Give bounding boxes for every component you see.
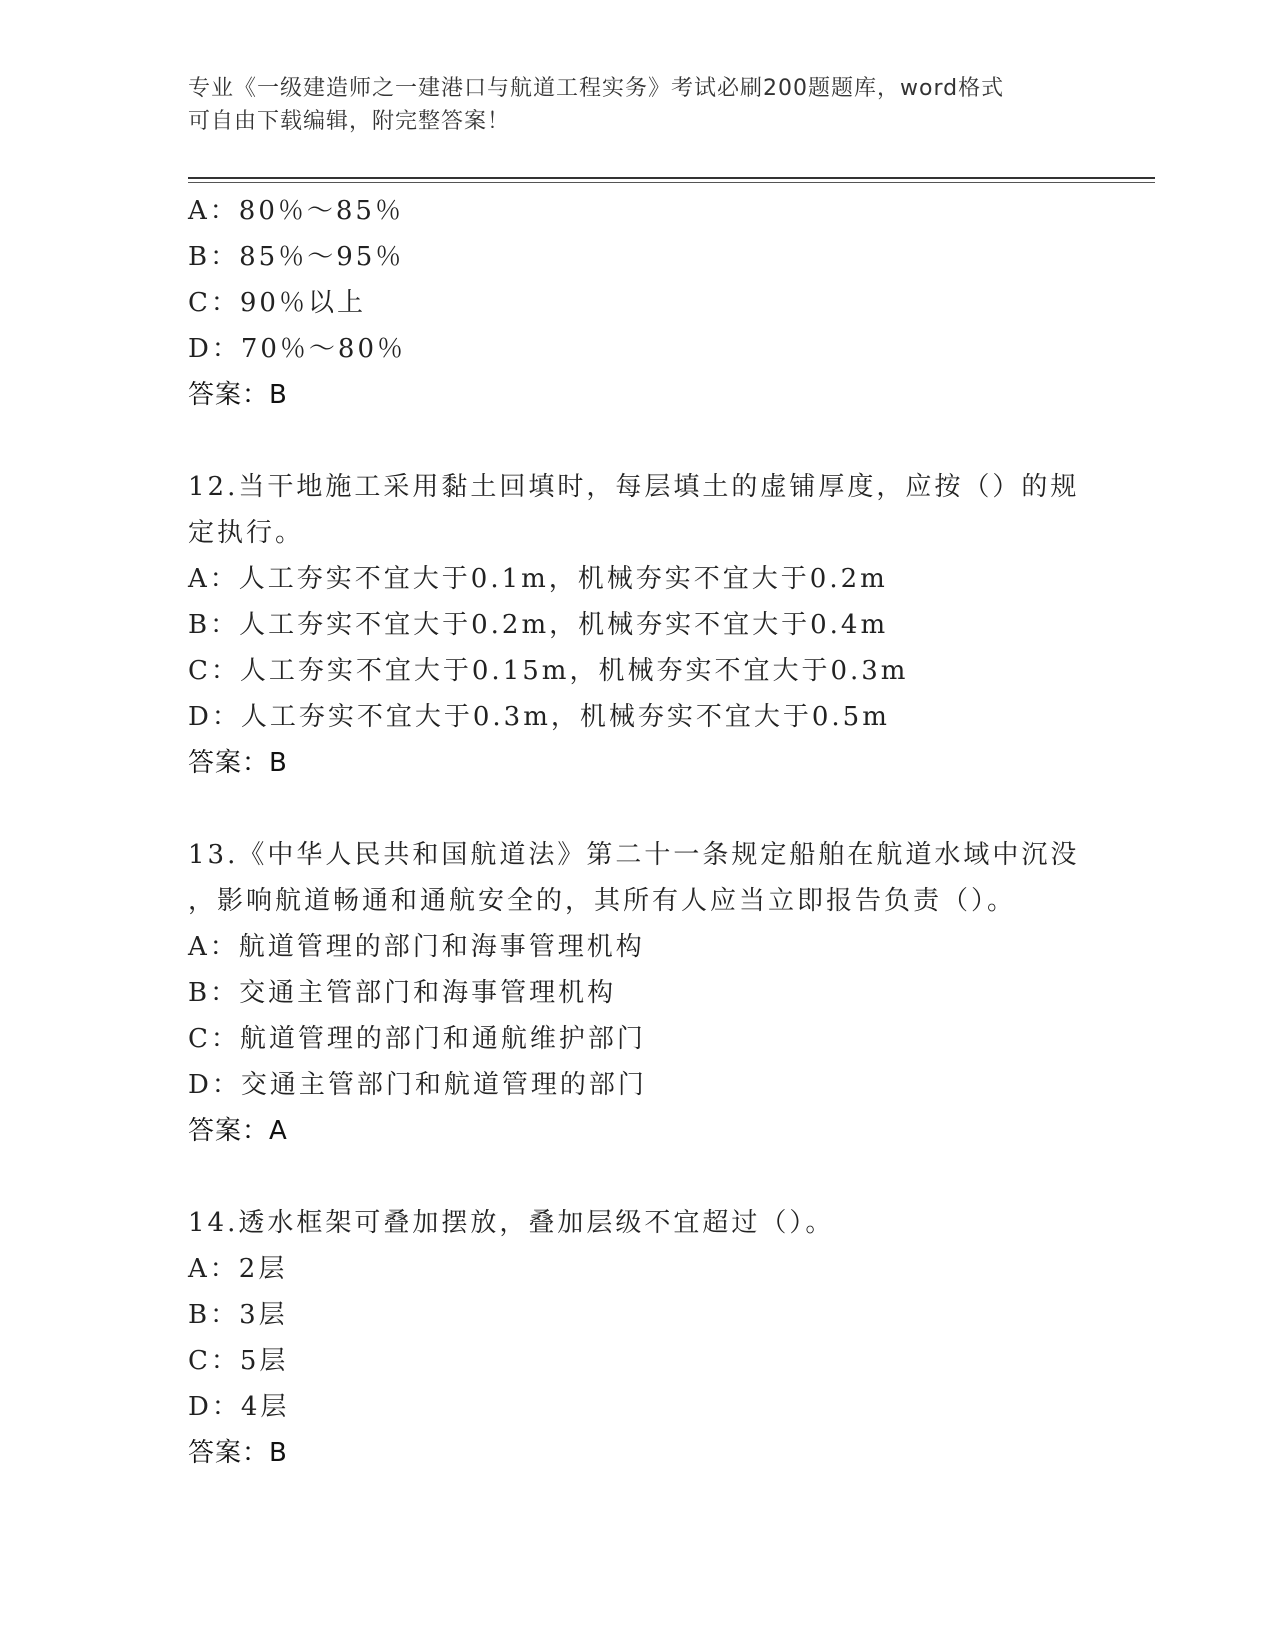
question-text-line-1: 13.《中华人民共和国航道法》第二十一条规定船舶在航道水域中沉没: [188, 840, 1080, 870]
option-a: A：2层: [188, 1254, 288, 1284]
option-c: C：5层: [188, 1346, 289, 1376]
question-list: [188, 188, 1088, 1476]
answer: 答案：A: [188, 1116, 288, 1146]
option-d: D：人工夯实不宜大于0.3m，机械夯实不宜大于0.5m: [188, 702, 890, 732]
option-d: D：4层: [188, 1392, 290, 1422]
question-12: [188, 464, 1088, 786]
answer: 答案：B: [188, 380, 288, 410]
option-b: B：3层: [188, 1300, 288, 1330]
spacer: [188, 418, 1088, 464]
header-line-1: 专业《一级建造师之一建港口与航道工程实务》考试必刷200题题库，word格式: [188, 76, 1005, 101]
option-d: D：交通主管部门和航道管理的部门: [188, 1070, 647, 1100]
option-a: A：80％～85％: [188, 196, 404, 226]
header-divider-thick: [188, 177, 1155, 179]
answer: 答案：B: [188, 748, 288, 778]
question-text-line-1: 14.透水框架可叠加摆放，叠加层级不宜超过（）。: [188, 1208, 835, 1238]
spacer: [188, 786, 1088, 832]
option-d: D：70％～80％: [188, 334, 407, 364]
question-11: [188, 188, 1088, 418]
document-header: [188, 72, 1088, 138]
answer: 答案：B: [188, 1438, 288, 1468]
question-14: [188, 1200, 1088, 1476]
question-text-line-2: ，影响航道畅通和通航安全的，其所有人应当立即报告负责（）。: [188, 886, 1017, 916]
header-divider-thin: [188, 182, 1155, 183]
question-text-line-2: 定执行。: [188, 518, 305, 548]
header-line-2: 可自由下载编辑，附完整答案！: [188, 109, 511, 134]
option-b: B：人工夯实不宜大于0.2m，机械夯实不宜大于0.4m: [188, 610, 889, 640]
option-b: B：交通主管部门和海事管理机构: [188, 978, 617, 1008]
spacer: [188, 1154, 1088, 1200]
option-a: A：航道管理的部门和海事管理机构: [188, 932, 645, 962]
option-b: B：85％～95％: [188, 242, 405, 272]
option-c: C：航道管理的部门和通航维护部门: [188, 1024, 646, 1054]
question-13: [188, 832, 1088, 1154]
option-c: C：90％以上: [188, 288, 366, 318]
option-c: C：人工夯实不宜大于0.15m，机械夯实不宜大于0.3m: [188, 656, 909, 686]
option-a: A：人工夯实不宜大于0.1m，机械夯实不宜大于0.2m: [188, 564, 888, 594]
question-text-line-1: 12.当干地施工采用黏土回填时，每层填土的虚铺厚度，应按（）的规: [188, 472, 1080, 502]
